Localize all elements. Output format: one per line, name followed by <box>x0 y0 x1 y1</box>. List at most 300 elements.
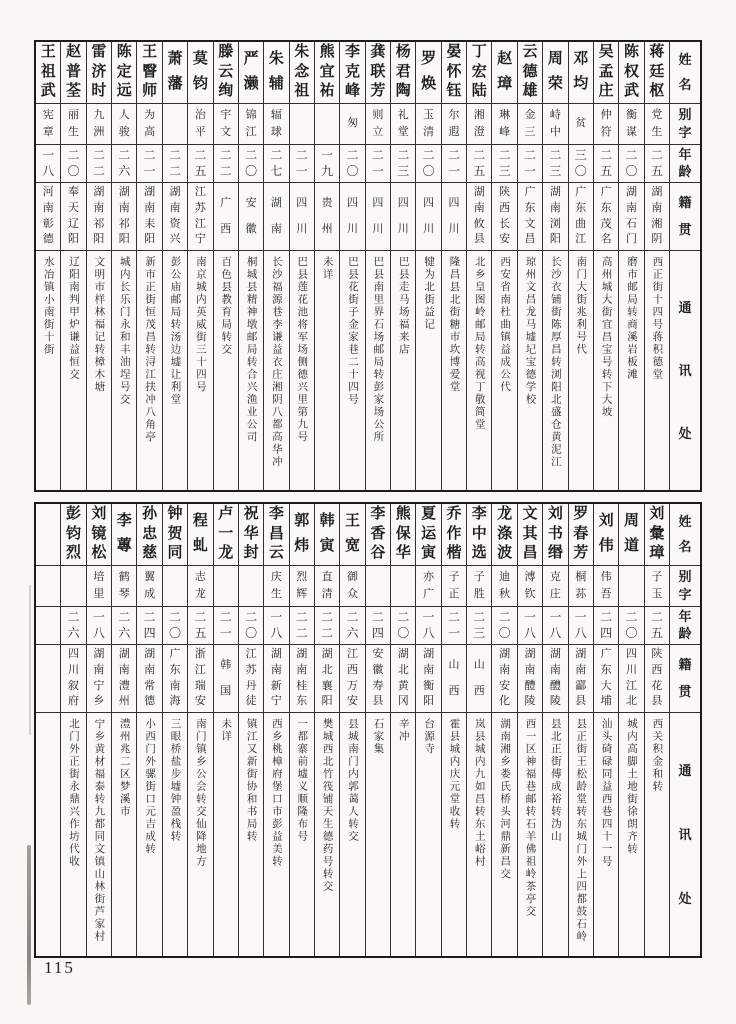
person-column <box>136 504 161 956</box>
person-courtesy-name: 伟 吾 <box>594 566 618 607</box>
person-address: 一都寨前墟义顺隆布号 <box>296 718 308 843</box>
person-column <box>542 42 567 490</box>
person-courtesy-name: 直 清 <box>315 566 339 607</box>
person-courtesy-name: 鹤 琴 <box>112 566 136 607</box>
person-origin: 安 徽 <box>239 183 263 251</box>
person-origin: 四 川 <box>416 183 440 251</box>
person-origin: 湖 南 祁 阳 <box>87 183 111 251</box>
person-origin: 江 苏 江 宁 <box>188 183 212 251</box>
person-column <box>466 42 491 490</box>
person-name: 严 濑 <box>239 42 263 104</box>
person-courtesy-name: 金 三 <box>518 104 542 145</box>
person-name: 萧 藩 <box>163 42 187 104</box>
header-address: 通 讯 处 <box>678 762 692 906</box>
person-column <box>491 42 516 490</box>
person-column <box>466 504 491 956</box>
person-column <box>289 504 314 956</box>
person-column <box>289 42 314 490</box>
person-origin: 湖 北 襄 阳 <box>315 645 339 713</box>
person-address: 高州城大街宜昌宝号转下大坡 <box>600 256 612 419</box>
person-courtesy-name: 宇 文 <box>214 104 238 145</box>
person-column <box>162 42 187 490</box>
person-column <box>517 42 542 490</box>
person-origin: 湖 南 <box>264 183 288 251</box>
person-origin: 安 徽 寿 县 <box>366 645 390 713</box>
person-origin: 河 南 彰 德 <box>36 183 60 251</box>
person-column <box>491 504 516 956</box>
person-address: 县城南门内郭蔼人转交 <box>347 718 358 843</box>
person-name: 周 荣 <box>543 42 567 104</box>
person-courtesy-name: 子 正 <box>442 566 466 607</box>
person-age: 二 五 <box>645 145 669 183</box>
person-address: 小西门外骡街口元吉成转 <box>144 718 156 856</box>
person-address: 西一区神福巷邮转石羊佛祖岭茶亭交 <box>524 718 536 918</box>
person-courtesy-name: 子 玉 <box>645 566 669 607</box>
person-origin: 浙 江 瑞 安 <box>188 645 212 713</box>
person-age: 二 一 <box>442 607 466 645</box>
person-name: 李 蓴 <box>112 504 136 566</box>
person-name: 龙 涤 波 <box>492 504 516 566</box>
person-courtesy-name: 克 庄 <box>543 566 567 607</box>
person-courtesy-name: 峙 中 <box>543 104 567 145</box>
person-courtesy-name: 琳 峰 <box>492 104 516 145</box>
person-name: 龚 联 芳 <box>366 42 390 104</box>
person-age: 二 五 <box>188 145 212 183</box>
person-column <box>213 504 238 956</box>
person-column <box>263 504 288 956</box>
person-column <box>213 42 238 490</box>
person-age: 二 五 <box>594 145 618 183</box>
person-courtesy-name <box>163 566 187 607</box>
person-origin: 广 东 南 海 <box>163 645 187 713</box>
person-address: 西乡桃樟府堡口市彭益美转 <box>270 718 282 868</box>
person-age: 二 六 <box>340 607 364 645</box>
person-address: 宁乡黄材福泰转九都同文镇山林街芦家村 <box>93 718 105 943</box>
person-column <box>365 42 390 490</box>
person-column <box>162 504 187 956</box>
person-column <box>238 42 263 490</box>
person-name: 丁 宏 陆 <box>467 42 491 104</box>
person-name: 王 瞖 师 <box>137 42 161 104</box>
person-name: 彭 钧 烈 <box>61 504 85 566</box>
person-courtesy-name: 庆 生 <box>264 566 288 607</box>
person-courtesy-name: 亦 广 <box>416 566 440 607</box>
person-courtesy-name: 子 胜 <box>467 566 491 607</box>
person-name: 李 克 峰 <box>340 42 364 104</box>
person-age: 二 〇 <box>492 607 516 645</box>
person-address: 辛冲 <box>397 718 409 743</box>
person-address: 西关积金和转 <box>651 718 663 793</box>
page-number: 115 <box>44 958 75 977</box>
person-origin: 湖 南 安 化 <box>492 645 516 713</box>
person-origin <box>36 645 60 713</box>
header-name: 姓 名 <box>670 42 700 104</box>
person-address: 南门大街兆利号代 <box>575 256 587 356</box>
person-column <box>568 42 593 490</box>
person-name: 陈 定 远 <box>112 42 136 104</box>
person-column <box>568 504 593 956</box>
person-age: 二 二 <box>163 145 187 183</box>
person-courtesy-name: 治 平 <box>188 104 212 145</box>
person-age: 二 〇 <box>391 607 415 645</box>
person-origin: 湖 南 浏 阳 <box>543 183 567 251</box>
person-address: 巴县花街子金家巷二十四号 <box>347 256 358 406</box>
roster-table-top <box>34 40 702 492</box>
person-origin: 湖 南 澧 州 <box>112 645 136 713</box>
person-address: 辽阳南判甲炉谦益恒交 <box>68 256 80 381</box>
person-name: 蒋 廷 枢 <box>645 42 669 104</box>
person-address: 澧州兆二区梦溪市 <box>118 718 130 818</box>
person-age: 二 三 <box>543 145 567 183</box>
roster-table-bottom <box>34 502 702 958</box>
person-age: 二 四 <box>594 607 618 645</box>
person-name: 熊 宜 祐 <box>315 42 339 104</box>
header-column <box>669 504 700 956</box>
person-origin: 湖 南 衡 阳 <box>416 645 440 713</box>
person-origin: 广 东 茂 名 <box>594 183 618 251</box>
person-name: 赵 普 荃 <box>61 42 85 104</box>
person-age: 二 七 <box>264 145 288 183</box>
person-origin: 江 苏 丹 徒 <box>239 645 263 713</box>
person-courtesy-name: 锦 江 <box>239 104 263 145</box>
person-name: 乔 作 楷 <box>442 504 466 566</box>
person-name: 吴 孟 庄 <box>594 42 618 104</box>
person-name: 韩 寅 <box>315 504 339 566</box>
person-age: 二 〇 <box>163 607 187 645</box>
person-name: 孙 忠 慈 <box>137 504 161 566</box>
person-origin: 湖 南 宁 乡 <box>87 645 111 713</box>
person-age: 二 〇 <box>619 145 643 183</box>
person-age: 一 八 <box>518 607 542 645</box>
person-address: 未详 <box>321 256 333 281</box>
person-name: 朱 念 祖 <box>290 42 314 104</box>
person-courtesy-name: 礼 堂 <box>391 104 415 145</box>
person-column <box>441 504 466 956</box>
person-courtesy-name <box>290 104 314 145</box>
person-address: 北门外正街永鼎兴作坊代收 <box>68 718 80 868</box>
person-column <box>644 504 669 956</box>
person-name: 卢 一 龙 <box>214 504 238 566</box>
person-name: 祝 华 封 <box>239 504 263 566</box>
person-name: 刘 书 缗 <box>543 504 567 566</box>
person-name: 莫 钧 <box>188 42 212 104</box>
person-origin: 江 西 万 安 <box>340 645 364 713</box>
person-age: 二 二 <box>214 145 238 183</box>
person-address: 水冶镇小南街十街 <box>42 256 54 356</box>
person-age: 二 五 <box>188 607 212 645</box>
person-name: 李 香 谷 <box>366 504 390 566</box>
person-column <box>618 504 643 956</box>
person-name: 钟 贺 同 <box>163 504 187 566</box>
person-age: 二 二 <box>87 145 111 183</box>
person-name <box>36 504 60 566</box>
header-column <box>669 42 700 490</box>
person-name: 王 祖 武 <box>36 42 60 104</box>
person-name: 杨 君 陶 <box>391 42 415 104</box>
person-name: 李 中 选 <box>467 504 491 566</box>
person-courtesy-name <box>36 566 60 607</box>
person-column <box>60 42 85 490</box>
person-address: 长沙衣铺街陈厚昌转浏阳北盛仓黄泥江 <box>549 256 561 469</box>
person-origin: 广 东 文 昌 <box>518 183 542 251</box>
person-age: 一 九 <box>315 145 339 183</box>
person-column <box>339 42 364 490</box>
person-age: 二 〇 <box>61 145 85 183</box>
person-age: 二 六 <box>112 145 136 183</box>
person-address: 樊城西北竹筏铺天生德药号转交 <box>321 718 333 893</box>
person-age: 二 五 <box>645 607 669 645</box>
person-origin: 湖 南 醴 陵 <box>543 645 567 713</box>
header-name: 姓 名 <box>670 504 700 566</box>
person-courtesy-name <box>619 566 643 607</box>
header-age: 年 龄 <box>670 607 700 645</box>
person-courtesy-name: 宪 章 <box>36 104 60 145</box>
header-address: 通 讯 处 <box>678 299 692 441</box>
person-name: 文 其 昌 <box>518 504 542 566</box>
person-address: 长沙福源巷李谦益衣庄湘阴八都高华冲 <box>270 256 282 469</box>
person-age: 二 三 <box>467 607 491 645</box>
person-address: 汕头碕碌同益西巷四十一号 <box>600 718 612 868</box>
person-address: 石家集 <box>372 718 384 756</box>
person-courtesy-name: 辐 球 <box>264 104 288 145</box>
person-origin: 奉 天 辽 阳 <box>61 183 85 251</box>
person-origin: 湖 南 湘 阴 <box>645 183 669 251</box>
person-age: 二 六 <box>112 607 136 645</box>
person-address: 霍县城内庆元堂收转 <box>448 718 460 831</box>
person-age: 一 八 <box>87 607 111 645</box>
person-courtesy-name: 则 立 <box>366 104 390 145</box>
person-address: 湖南湘乡娄氏桥头河鼎新昌交 <box>499 718 511 881</box>
person-age: 二 一 <box>214 607 238 645</box>
person-address: 隆昌县北街糖市坎博爱堂 <box>448 256 460 394</box>
person-column <box>390 504 415 956</box>
person-origin: 贵 州 <box>315 183 339 251</box>
person-origin: 广 东 大 埔 <box>594 645 618 713</box>
person-name: 邓 均 <box>569 42 593 104</box>
person-origin: 山 西 <box>467 645 491 713</box>
person-address: 县正街王松龄堂转东城门外上四都鼓石岭 <box>575 718 587 943</box>
header-age: 年 龄 <box>670 145 700 183</box>
person-address: 琼州文昌龙马墟圮宝德学校 <box>524 256 536 406</box>
person-origin: 湖 南 攸 县 <box>467 183 491 251</box>
person-age: 二 六 <box>61 607 85 645</box>
person-courtesy-name: 九 洲 <box>87 104 111 145</box>
person-address: 西安省南杜曲镇益成公代 <box>499 256 511 394</box>
person-courtesy-name: 玉 清 <box>416 104 440 145</box>
person-age: 二 三 <box>492 145 516 183</box>
person-origin: 湖 南 新 宁 <box>264 645 288 713</box>
person-name: 刘 镜 松 <box>87 504 111 566</box>
person-name: 陈 权 武 <box>619 42 643 104</box>
person-age: 二 〇 <box>239 145 263 183</box>
scan-artifact <box>27 845 31 1005</box>
person-name: 李 昌 云 <box>264 504 288 566</box>
person-address: 巴县莲花池将军场侧德兴里第九号 <box>296 256 308 444</box>
person-courtesy-name: 迪 秋 <box>492 566 516 607</box>
person-name: 熊 保 华 <box>391 504 415 566</box>
person-origin: 广 西 <box>214 183 238 251</box>
person-name: 郭 炜 <box>290 504 314 566</box>
person-age: 二 一 <box>290 145 314 183</box>
person-address: 巴县南里界石场邮局转彭家场公所 <box>372 256 384 444</box>
person-age: 二 四 <box>366 607 390 645</box>
person-column <box>111 504 136 956</box>
person-column <box>314 42 339 490</box>
person-column <box>517 504 542 956</box>
person-courtesy-name: 为 高 <box>137 104 161 145</box>
person-courtesy-name: 翼 成 <box>137 566 161 607</box>
person-courtesy-name: 桐 荪 <box>569 566 593 607</box>
person-courtesy-name: 丽 生 <box>61 104 85 145</box>
person-courtesy-name: 贫 <box>569 104 593 145</box>
person-name: 雷 济 时 <box>87 42 111 104</box>
person-courtesy-name: 御 众 <box>340 566 364 607</box>
person-origin: 湖 北 黄 冈 <box>391 645 415 713</box>
person-column <box>339 504 364 956</box>
person-courtesy-name <box>315 104 339 145</box>
person-origin: 山 西 <box>442 645 466 713</box>
person-age: 二 〇 <box>416 145 440 183</box>
person-origin: 韩 国 <box>214 645 238 713</box>
person-origin: 湖 南 桂 东 <box>290 645 314 713</box>
person-column <box>60 504 85 956</box>
person-courtesy-name: 党 生 <box>645 104 669 145</box>
person-origin: 湖 南 祁 阳 <box>112 183 136 251</box>
person-column <box>644 42 669 490</box>
person-courtesy-name: 衡 谋 <box>619 104 643 145</box>
person-name: 罗 焕 <box>416 42 440 104</box>
person-name: 云 德 雄 <box>518 42 542 104</box>
person-age: 二 一 <box>518 145 542 183</box>
person-name: 刘 伟 <box>594 504 618 566</box>
person-address: 巴县走马场福来店 <box>397 256 409 356</box>
person-address <box>36 713 60 956</box>
person-address: 犍为北街益记 <box>423 256 435 331</box>
person-courtesy-name: 培 里 <box>87 566 111 607</box>
person-origin: 广 东 曲 江 <box>569 183 593 251</box>
person-column <box>86 42 111 490</box>
person-courtesy-name: 烈 辉 <box>290 566 314 607</box>
person-courtesy-name: 人 骏 <box>112 104 136 145</box>
person-age: 二 二 <box>315 607 339 645</box>
person-address: 城内长乐门永和丰油埕号交 <box>118 256 130 406</box>
person-origin: 湖 南 耒 阳 <box>137 183 161 251</box>
person-column <box>36 504 60 956</box>
person-origin: 湖 南 酃 县 <box>569 645 593 713</box>
person-name: 夏 运 寅 <box>416 504 440 566</box>
person-age: 二 〇 <box>239 607 263 645</box>
person-origin: 陕 西 花 县 <box>645 645 669 713</box>
person-courtesy-name: 溥 钦 <box>518 566 542 607</box>
person-origin: 湖 南 资 兴 <box>163 183 187 251</box>
person-origin: 四 川 <box>366 183 390 251</box>
person-address: 北乡皇图岭邮局转高视丁敬简堂 <box>473 256 485 431</box>
person-origin: 四 川 江 北 <box>619 645 643 713</box>
person-name: 朱 辅 <box>264 42 288 104</box>
person-age: 一 八 <box>543 607 567 645</box>
header-zi: 别 字 <box>670 566 700 607</box>
person-origin: 四 川 <box>442 183 466 251</box>
person-column <box>441 42 466 490</box>
person-courtesy-name <box>239 566 263 607</box>
person-column <box>390 42 415 490</box>
person-column <box>187 42 212 490</box>
person-origin: 四 川 叙 府 <box>61 645 85 713</box>
person-courtesy-name <box>163 104 187 145</box>
person-column <box>593 42 618 490</box>
person-courtesy-name <box>61 566 85 607</box>
person-column <box>136 42 161 490</box>
person-column <box>263 42 288 490</box>
person-courtesy-name: 尔 遐 <box>442 104 466 145</box>
person-column <box>111 42 136 490</box>
person-column <box>86 504 111 956</box>
person-column <box>415 504 440 956</box>
person-address: 西正街十四号蒋积德堂 <box>651 256 663 381</box>
person-age: 二 四 <box>137 607 161 645</box>
person-age: 三 〇 <box>569 145 593 183</box>
person-name: 刘 彙 璋 <box>645 504 669 566</box>
person-origin: 陕 西 长 安 <box>492 183 516 251</box>
person-address: 三眼桥盐步墟钟盈栈转 <box>169 718 181 843</box>
person-address: 城内高脚土地街徐朗齐转 <box>625 718 637 856</box>
scan-artifact <box>29 585 31 735</box>
person-name: 周 道 <box>619 504 643 566</box>
person-age: 二 〇 <box>340 145 364 183</box>
person-age: 一 八 <box>264 607 288 645</box>
person-address: 百色县教育局转交 <box>220 256 232 356</box>
person-address: 南门镇乡公会转交仙降地方 <box>194 718 206 868</box>
person-origin: 四 川 <box>340 183 364 251</box>
person-name: 王 宽 <box>340 504 364 566</box>
person-name: 程 虬 <box>188 504 212 566</box>
person-age: 二 一 <box>137 145 161 183</box>
person-column <box>593 504 618 956</box>
person-age: 二 〇 <box>619 607 643 645</box>
person-column <box>415 42 440 490</box>
person-age: 二 一 <box>442 145 466 183</box>
person-column <box>36 42 60 490</box>
person-age: 二 二 <box>290 607 314 645</box>
person-name: 罗 春 芳 <box>569 504 593 566</box>
person-column <box>314 504 339 956</box>
person-column <box>542 504 567 956</box>
person-column <box>365 504 390 956</box>
person-address: 台源寺 <box>423 718 435 756</box>
person-origin: 四 川 <box>290 183 314 251</box>
person-origin: 四 川 <box>391 183 415 251</box>
person-name: 滕 云 绚 <box>214 42 238 104</box>
person-name: 赵 璋 <box>492 42 516 104</box>
person-age: 一 八 <box>416 607 440 645</box>
person-courtesy-name: 仲 符 <box>594 104 618 145</box>
person-age: 二 五 <box>467 145 491 183</box>
person-age: 二 三 <box>391 145 415 183</box>
person-age <box>36 607 60 645</box>
person-origin: 湖 南 常 德 <box>137 645 161 713</box>
person-name: 晏 怀 钰 <box>442 42 466 104</box>
person-age: 一 八 <box>36 145 60 183</box>
person-address: 岚县城内九如昌转东土峪村 <box>473 718 485 868</box>
person-address: 县北正街傅成裕转沩山 <box>549 718 561 843</box>
person-column <box>238 504 263 956</box>
person-address: 镇江又新街协和书局转 <box>245 718 257 843</box>
person-origin: 湖 南 石 门 <box>619 183 643 251</box>
person-age: 二 一 <box>366 145 390 183</box>
header-origin: 籍 贯 <box>670 645 700 713</box>
person-column <box>187 504 212 956</box>
person-address: 桐城县精神墩邮局转合兴渔业公司 <box>245 256 257 444</box>
